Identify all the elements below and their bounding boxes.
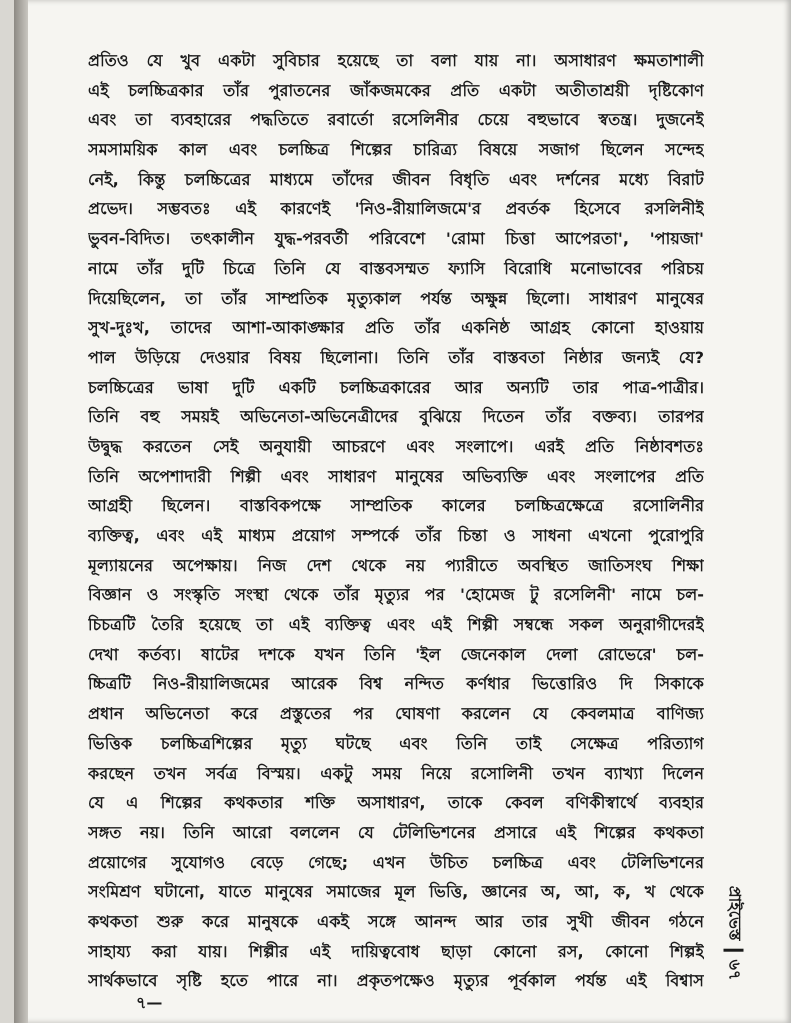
body-text: [88, 46, 704, 996]
text-line: সংমিশ্রণ ঘটানো, যাতে মানুষের সমাজের মূল ভিত্তি, জ্ঞানের অ, আ, ক, খ থেকে: [88, 882, 704, 902]
text-line: দিয়েছিলেন, তা তাঁর সাম্প্রতিক মৃত্যুকাল পর্যন্ত অক্ষুন্ন ছিলো। সাধারণ মানুষের: [88, 288, 704, 308]
page-number: ৬৭: [725, 959, 745, 981]
text-line: সঙ্গত নয়। তিনি আরো বললেন যে টেলিভিশনের প্রসারে এই শিল্পের কথকতা: [88, 822, 704, 842]
text-line: তিনি বহু সময়ই অভিনেতা-অভিনেত্রীদের বুঝিয়ে দিতেন তাঁর বক্তব্য। তারপর: [88, 407, 704, 427]
text-line: প্রধান অভিনেতা করে প্রস্তুতের পর ঘোষণা করলেন যে কেবলমাত্র বাণিজ্য: [88, 704, 704, 724]
text-line: চ্চিত্রটি নিও-রীয়ালিজমের আরেক বিশ্ব নন্দিত কর্ণধার ভিত্তোরিও দি সিকাকে: [88, 674, 704, 694]
text-line: প্রভেদ। সম্ভবতঃ এই কারণেই 'নিও-রীয়ালিজমে'র প্রবর্তক হিসেবে রসলিনীই: [88, 199, 704, 219]
text-line: ভিত্তিক চলচ্চিত্রশিল্পের মৃত্যু ঘটছে এবং তিনি তাই সেক্ষেত্র পরিত্যাগ: [88, 733, 704, 753]
text-line: কথকতা শুরু করে মানুষকে একই সঙ্গে আনন্দ আর তার সুখী জীবন গঠনে: [88, 911, 704, 931]
text-line: চলচ্চিত্রের ভাষা দুটি একটি চলচ্চিত্রকারের আর অন্যটি তার পাত্র-পাত্রীর।: [88, 377, 704, 397]
text-line: নেই, কিন্তু চলচ্চিত্রের মাধ্যমে তাঁদের জীবন বিধৃতি এবং দর্শনের মধ্যে বিরাট: [88, 169, 704, 189]
text-line: বিজ্ঞান ও সংস্কৃতি সংস্থা থেকে তাঁর মৃত্যুর পর 'হোমেজ টু রসেলিনী' নামে চল-: [88, 585, 704, 605]
page-edge: [14, 0, 28, 1023]
text-line: এই চলচ্চিত্রকার তাঁর পুরাতনের জাঁকজমকের প্রতি একটা অতীতাশ্রয়ী দৃষ্টিকোণ: [88, 80, 704, 100]
book-page: [14, 0, 791, 1023]
text-line: নামে তাঁর দুটি চিত্রে তিনি যে বাস্তবসম্মত ফ্যাসি বিরোধি মনোভাবের পরিচয়: [88, 258, 704, 278]
text-line: সুখ-দুঃখ, তাদের আশা-আকাঙ্ক্ষার প্রতি তাঁর একনিষ্ঠ আগ্রহ কোনো হাওয়ায়: [88, 318, 704, 338]
running-header-group: [721, 886, 748, 981]
text-line: প্রতিও যে খুব একটা সুবিচার হয়েছে তা বলা যায় না। অসাধারণ ক্ষমতাশালী: [88, 51, 704, 70]
text-line: ব্যক্তিত্ব, এবং এই মাধ্যম প্রয়োগ সম্পর্কে তাঁর চিন্তা ও সাধনা এখনো পুরোপুরি: [88, 526, 704, 545]
text-line: চিচত্রটি তৈরি হয়েছে তা এই ব্যক্তিত্ব এবং এই শিল্পী সম্বন্ধে সকল অনুরাগীদেরই: [88, 615, 704, 635]
text-line: যে এ শিল্পের কথকতার শক্তি অসাধারণ, তাকে কেবল বণিকীস্বার্থে ব্যবহার: [88, 793, 704, 813]
text-line: উদ্বুদ্ধ করতেন সেই অনুযায়ী আচরণে এবং সংলাপে। এরই প্রতি নিষ্ঠাবশতঃ: [88, 436, 704, 456]
side-running-header: [714, 868, 754, 998]
text-line: পাল উড়িয়ে দেওয়ার বিষয় ছিলোনা। তিনি তাঁর বাস্তবতা নিষ্ঠার জন্যই যে?: [88, 347, 704, 367]
running-header-title: প্রাইভেস্ত: [725, 885, 745, 941]
header-divider: [724, 948, 744, 951]
text-line: প্রয়োগের সুযোগও বেড়ে গেছে; এখন উচিত চলচ্চিত্র এবং টেলিভিশনের: [88, 852, 704, 872]
text-line: সমসাময়িক কাল এবং চলচ্চিত্র শিল্পের চারিত্র্য বিষয়ে সজাগ ছিলেন সন্দেহ: [88, 140, 704, 160]
text-line: এবং তা ব্যবহারের পদ্ধতিতে রবার্তো রসেলিনীর চেয়ে বহুভাবে স্বতন্ত্র। দুজনেই: [88, 110, 704, 130]
text-line: ভুবন-বিদিত। তৎকালীন যুদ্ধ-পরবর্তী পরিবেশে 'রোমা চিত্তা আপেরতা', 'পায়জা': [88, 229, 704, 249]
text-line: সাহায্য করা যায়। শিল্পীর এই দায়িত্ববোধ ছাড়া কোনো রস, কোনো শিল্পই: [88, 941, 704, 961]
text-line: আগ্রহী ছিলেন। বাস্তবিকপক্ষে সাম্প্রতিক কালের চলচ্চিত্রক্ষেত্রে রসোলিনীর: [88, 496, 704, 516]
text-line: তিনি অপেশাদারী শিল্পী এবং সাধারণ মানুষের অভিব্যক্তি এবং সংলাপের প্রতি: [88, 466, 704, 486]
text-line: সার্থকভাবে সৃষ্টি হতে পারে না। প্রকৃতপক্ষেও মৃত্যুর পূর্বকাল পর্যন্ত এই বিশ্বাস: [88, 971, 704, 991]
footer-signature: ৭—: [136, 993, 163, 1012]
text-line: মূল্যায়নের অপেক্ষায়। নিজ দেশ থেকে নয় প্যারীতে অবস্থিত জাতিসংঘ শিক্ষা: [88, 555, 704, 575]
text-line: দেখা কর্তব্য। ষাটের দশকে যখন তিনি 'ইল জেনেকাল দেলা রোভেরে' চল-: [88, 644, 704, 664]
text-line: করছেন তখন সর্বত্র বিস্ময়। একটু সময় নিয়ে রসোলিনী তখন ব্যাখ্যা দিলেন: [88, 763, 704, 783]
